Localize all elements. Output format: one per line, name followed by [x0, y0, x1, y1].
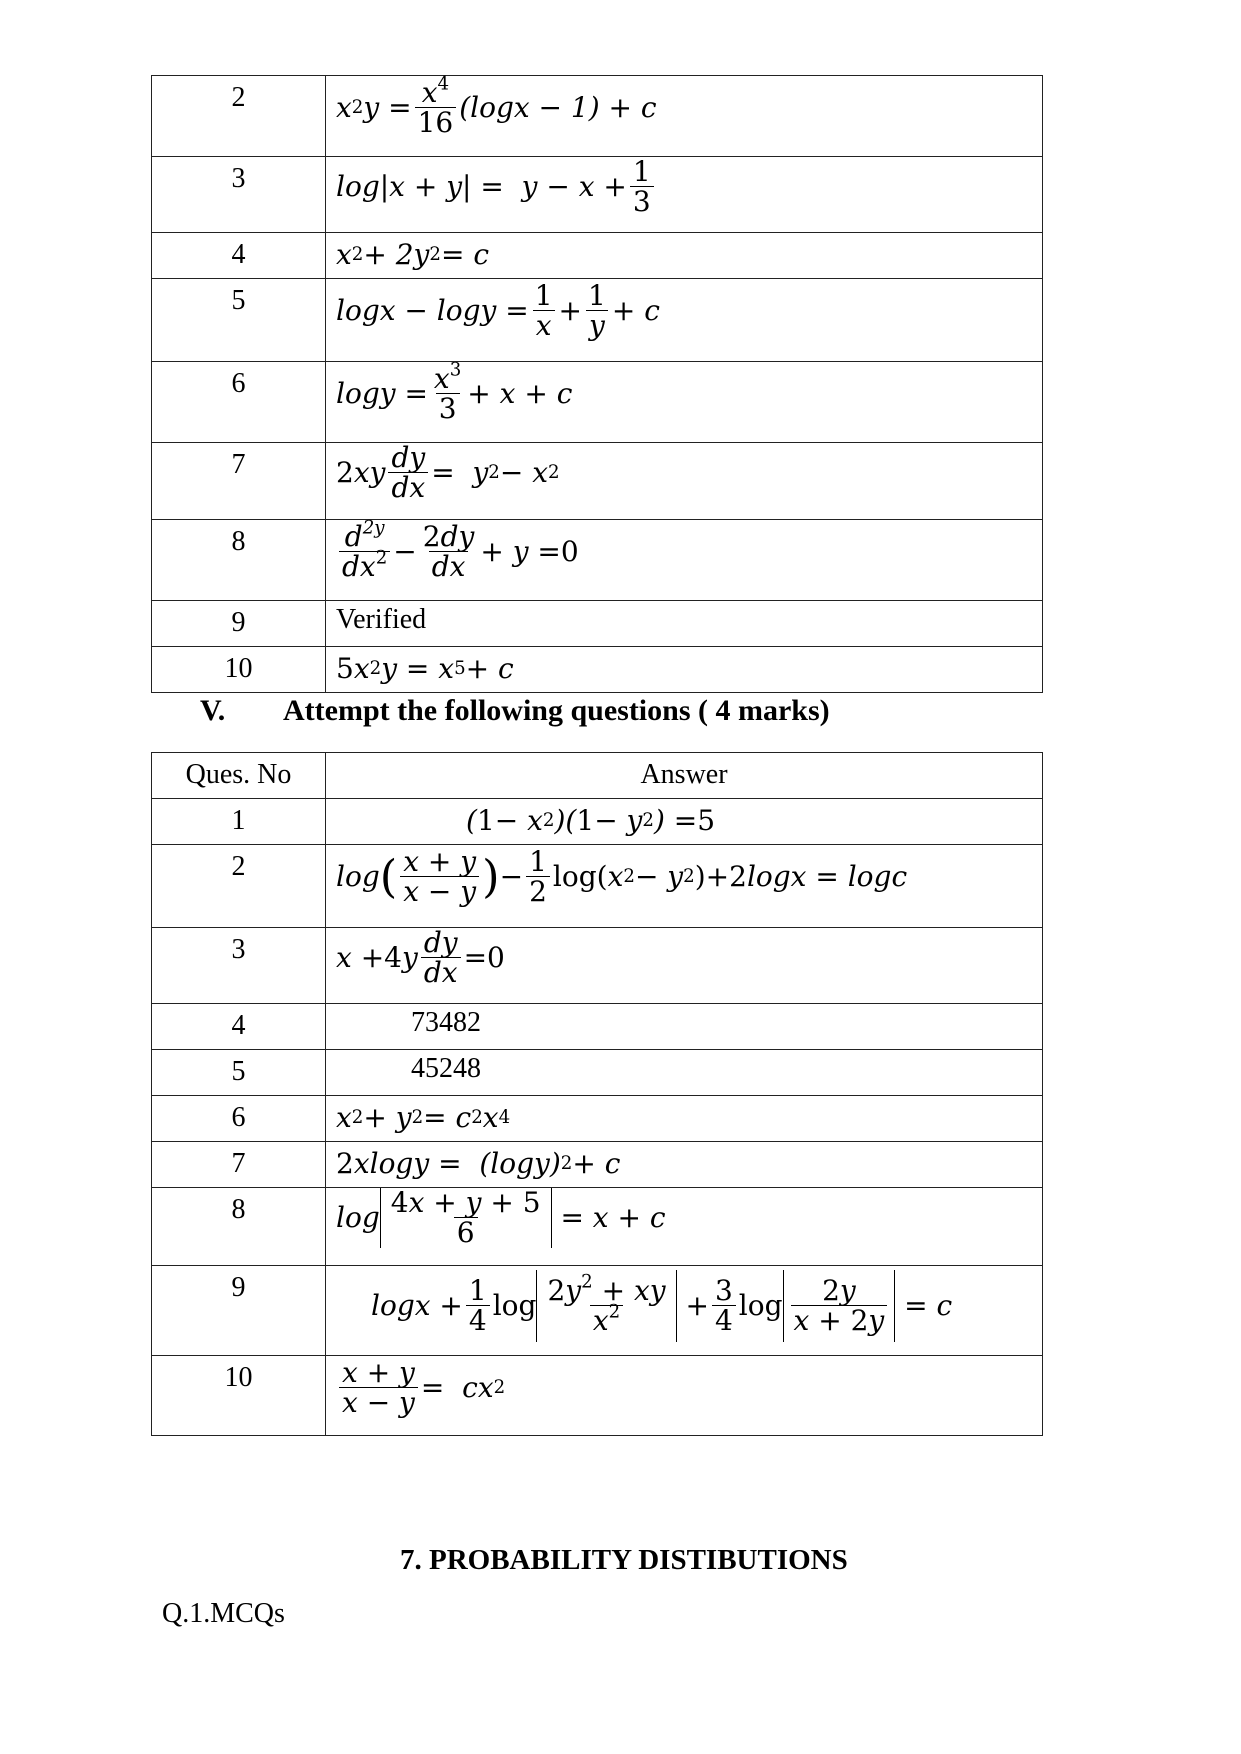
answer-table-2: [151, 752, 1043, 1436]
answer-equation: logx − logy = $\frac{1}{x}$ + $\frac{1}{y}$ + c: [326, 279, 1043, 362]
answer-equation: log ( $\frac{x + y}{x - y}$ ) − $\frac{1}{2}$ log( x 2 − y 2 ) + 2 logx = logc: [326, 845, 1043, 928]
answer-equation: x 2 y = $\frac{x^4}{16}$ (logx − 1) + c: [326, 76, 1043, 157]
question-number: 9: [152, 1266, 326, 1356]
answer-equation: logx + $\frac{1}{4}$ log $\frac{2y^2 + xy}{x^2}$ + $\frac{3}{4}$ log $\frac{2y}{x + 2y}$ = c: [326, 1266, 1043, 1356]
question-number: 8: [152, 1188, 326, 1266]
answer-table-1: [151, 75, 1043, 693]
section-roman-numeral: V.: [200, 694, 226, 727]
table-row: [152, 647, 1043, 693]
table-row: [152, 1096, 1043, 1142]
answer-equation: logy = $\frac{x^3}{3}$ + x + c: [326, 362, 1043, 443]
question-number: 8: [152, 520, 326, 601]
table-row: [152, 443, 1043, 520]
question-number: 2: [152, 845, 326, 928]
answer-equation: x + 4 y $\frac{dy}{dx}$ = 0: [326, 928, 1043, 1004]
answer-equation: 5 x 2 y = x 5 + c: [326, 647, 1043, 693]
question-number: 5: [152, 1050, 326, 1096]
question-number: 9: [152, 601, 326, 647]
question-number: 10: [152, 647, 326, 693]
question-number: 3: [152, 928, 326, 1004]
question-number: 6: [152, 1096, 326, 1142]
numeric-answer: 73482: [411, 1007, 481, 1038]
table-row: [152, 233, 1043, 279]
answer-equation: 2 xlogy = (logy) 2 + c: [326, 1142, 1043, 1188]
answer-equation: log $\frac{4x + y + 5}{6}$ = x + c: [326, 1188, 1043, 1266]
table-row: [152, 601, 1043, 647]
question-number: 4: [152, 1004, 326, 1050]
question-number: 6: [152, 362, 326, 443]
table-row: [152, 520, 1043, 601]
answer-equation: x 2 + y 2 = c 2 x 4: [326, 1096, 1043, 1142]
table-header-row: [152, 753, 1043, 799]
question-number: 7: [152, 443, 326, 520]
numeric-answer: 45248: [411, 1053, 481, 1084]
answer-equation: log|x + y| = y − x + $\frac{1}{3}$: [326, 157, 1043, 233]
table-row: [152, 362, 1043, 443]
question-number: 4: [152, 233, 326, 279]
table-row: [152, 799, 1043, 845]
table-row: [152, 845, 1043, 928]
answer-equation: $\frac{d^{2y}}{dx^2}$ − $\frac{2dy}{dx}$ + y = 0: [326, 520, 1043, 601]
table-row: [152, 279, 1043, 362]
table-row: [152, 1004, 1043, 1050]
question-number: 5: [152, 279, 326, 362]
answer-text: [326, 601, 1043, 647]
question-number: 3: [152, 157, 326, 233]
answer-value: [326, 1004, 1043, 1050]
table-row: [152, 1142, 1043, 1188]
answer-equation: 2 xy $\frac{dy}{dx}$ = y 2 − x 2: [326, 443, 1043, 520]
answer-equation: $\frac{x + y}{x - y}$ = cx 2: [326, 1356, 1043, 1436]
table-row: [152, 76, 1043, 157]
answer-value: [326, 1050, 1043, 1096]
table-row: [152, 1356, 1043, 1436]
table-row: [152, 1050, 1043, 1096]
table-row: [152, 928, 1043, 1004]
answer-equation: x 2 + 2y 2 = c: [326, 233, 1043, 279]
table-row: [152, 157, 1043, 233]
question-number: 10: [152, 1356, 326, 1436]
table-row: [152, 1188, 1043, 1266]
question-number: 7: [152, 1142, 326, 1188]
verified-text: Verified: [336, 604, 427, 635]
question-number: 1: [152, 799, 326, 845]
column-header-answer: Answer: [326, 753, 1043, 799]
answer-equation: ( 1 − x 2 )( 1 − y 2 ) = 5: [326, 799, 1043, 845]
question-number: 2: [152, 76, 326, 157]
section-title: Attempt the following questions ( 4 marks): [283, 694, 830, 727]
chapter-heading: 7. PROBABILITY DISTIBUTIONS: [400, 1544, 848, 1576]
table-row: [152, 1266, 1043, 1356]
question-label: Q.1.MCQs: [162, 1598, 285, 1629]
column-header-ques-no: Ques. No: [152, 753, 326, 799]
